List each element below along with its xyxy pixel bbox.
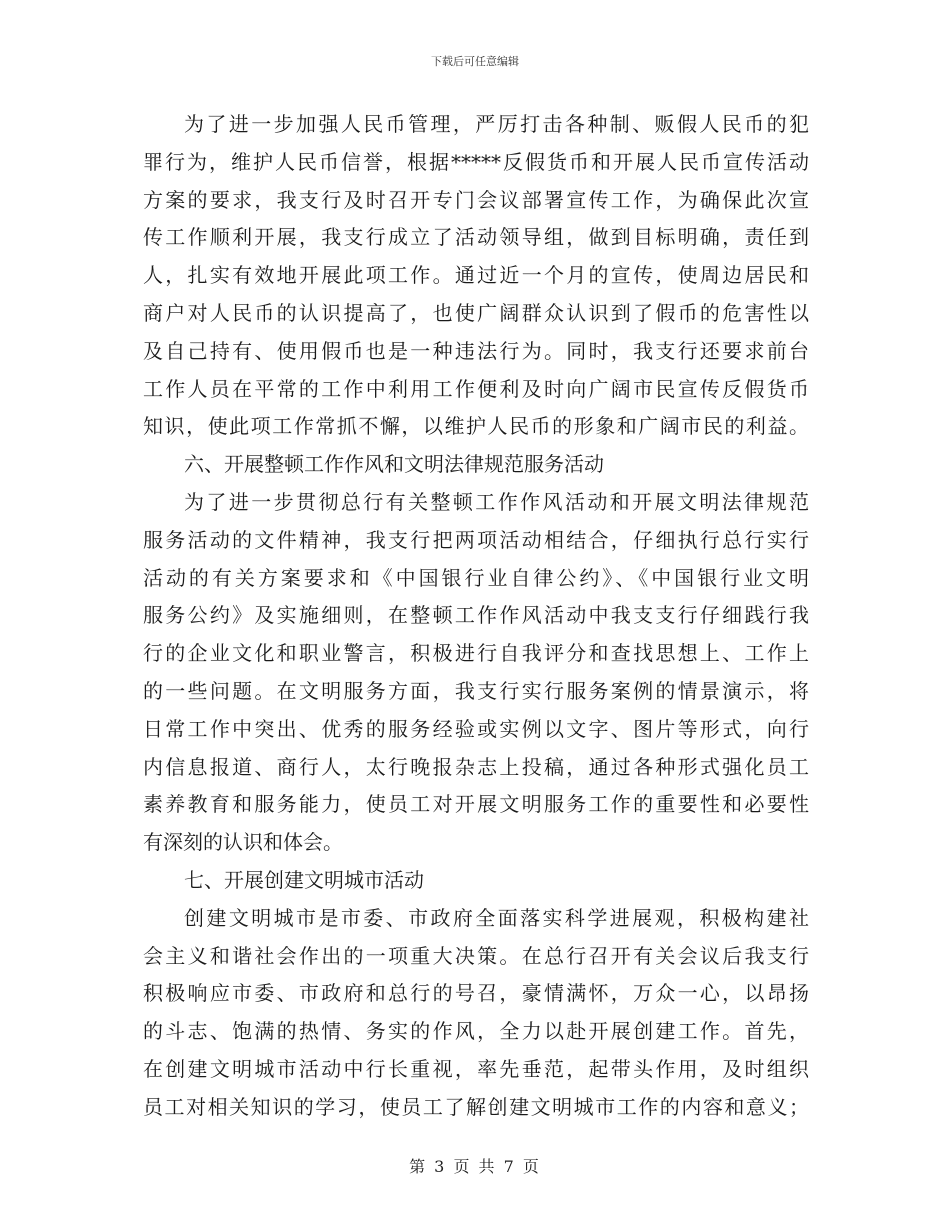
paragraph-line: 工作人员在平常的工作中利用工作便利及时向广阔市民宣传反假货币 — [143, 376, 809, 401]
page-header-note: 下载后可任意编辑 — [431, 55, 519, 68]
paragraph-line: 传工作顺利开展，我支行成立了活动领导组，做到目标明确，责任到 — [143, 225, 809, 250]
paragraph-line: 方案的要求，我支行及时召开专门会议部署宣传工作，为确保此次宣 — [143, 187, 809, 212]
paragraph-line: 有深刻的认识和体会。 — [143, 830, 343, 855]
paragraph-line: 为了进一步贯彻总行有关整顿工作作风活动和开展文明法律规范 — [184, 489, 809, 514]
paragraph-line: 罪行为，维护人民币信誉，根据*****反假货币和开展人民币宣传活动 — [143, 149, 809, 174]
paragraph-line: 内信息报道、商行人，太行晚报杂志上投稿，通过各种形式强化员工 — [143, 754, 809, 779]
paragraph-line: 及自己持有、使用假币也是一种违法行为。同时，我支行还要求前台 — [143, 338, 809, 363]
paragraph-line: 素养教育和服务能力，使员工对开展文明服务工作的重要性和必要性 — [143, 792, 809, 817]
page-number: 第 3 页 共 7 页 — [409, 1157, 541, 1176]
paragraph-line: 日常工作中突出、优秀的服务经验或实例以文字、图片等形式，向行 — [143, 716, 809, 741]
paragraph-line: 积极响应市委、市政府和总行的号召，豪情满怀，万众一心，以昂扬 — [143, 981, 809, 1006]
paragraph-line: 为了进一步加强人民币管理，严厉打击各种制、贩假人民币的犯 — [184, 112, 809, 136]
paragraph-line: 的一些问题。在文明服务方面，我支行实行服务案例的情景演示，将 — [143, 678, 809, 703]
paragraph-line: 活动的有关方案要求和《中国银行业自律公约》、《中国银行业文明 — [143, 565, 809, 590]
document-body — [143, 106, 809, 1127]
paragraph-line: 会主义和谐社会作出的一项重大决策。在总行召开有关会议后我支行 — [143, 943, 809, 968]
paragraph-line: 行的企业文化和职业警言，积极进行自我评分和查找思想上、工作上 — [143, 641, 809, 666]
paragraph-line: 商户对人民币的认识提高了，也使广阔群众认识到了假币的危害性以 — [143, 300, 809, 325]
paragraph-line: 知识，使此项工作常抓不懈，以维护人民币的形象和广阔市民的利益。 — [143, 414, 809, 439]
section-heading: 六、开展整顿工作作风和文明法律规范服务活动 — [184, 452, 604, 477]
paragraph-line: 员工对相关知识的学习，使员工了解创建文明城市工作的内容和意义； — [143, 1094, 809, 1119]
paragraph-line: 创建文明城市是市委、市政府全面落实科学进展观，积极构建社 — [184, 905, 809, 930]
paragraph-line: 服务活动的文件精神，我支行把两项活动相结合，仔细执行总行实行 — [143, 527, 809, 552]
paragraph-line: 服务公约》及实施细则，在整顿工作作风活动中我支支行仔细践行我 — [143, 603, 809, 628]
section-heading: 七、开展创建文明城市活动 — [184, 867, 424, 892]
paragraph-line: 在创建文明城市活动中行长重视，率先垂范，起带头作用，及时组织 — [143, 1056, 809, 1081]
paragraph-line: 的斗志、饱满的热情、务实的作风，全力以赴开展创建工作。首先， — [143, 1019, 809, 1044]
paragraph-line: 人，扎实有效地开展此项工作。通过近一个月的宣传，使周边居民和 — [143, 263, 809, 288]
